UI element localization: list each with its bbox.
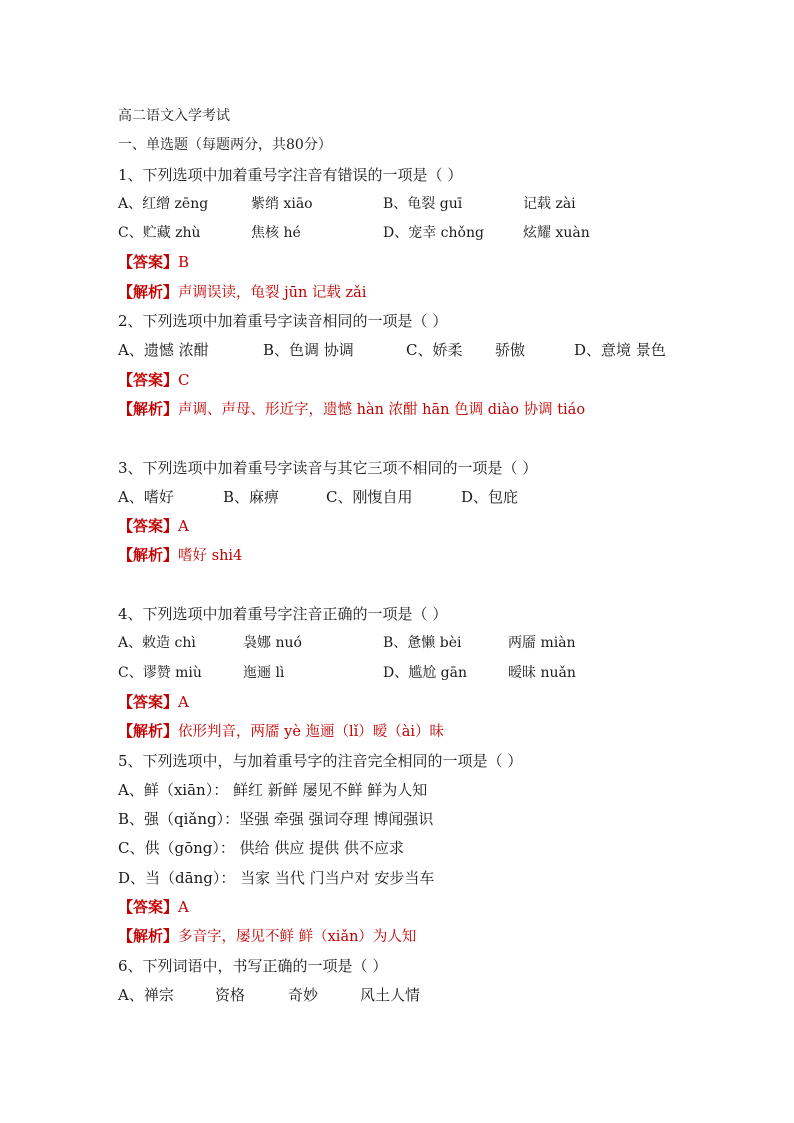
spacer	[118, 424, 718, 453]
option-a4: 风土人情	[360, 985, 421, 1004]
question-5-analysis	[118, 922, 718, 951]
question-5-stem: 5、下列选项中，与加着重号字的注音完全相同的一项是（ ）	[118, 751, 523, 770]
option-a1: A、敕造 chì	[118, 635, 196, 652]
option-a1: A、红缯 zēng	[118, 195, 209, 212]
option-a: A、嗜好	[118, 487, 174, 506]
option-c: C、刚愎自用	[326, 487, 413, 506]
question-2-analysis	[118, 395, 718, 424]
section-heading: 一、单选题（每题两分，共80分）	[118, 137, 332, 154]
option-d2: 炫耀 xuàn	[523, 225, 590, 242]
answer-tag: 【答案】	[118, 370, 179, 389]
question-4-options-row2	[118, 659, 718, 688]
question-1-options-row2	[118, 219, 718, 248]
option-a1: A、禅宗	[118, 985, 174, 1004]
question-3-answer	[118, 512, 718, 541]
answer-tag: 【答案】	[118, 898, 179, 917]
question-1-stem: 1、下列选项中加着重号字注音有错误的一项是（ ）	[118, 165, 463, 184]
question-4-answer	[118, 688, 718, 717]
option-b2: 记载 zài	[523, 195, 576, 212]
question-6-options	[118, 981, 718, 1010]
analysis-text: 嗜好 shi4	[178, 548, 243, 565]
analysis-tag: 【解析】	[118, 546, 179, 565]
answer-tag: 【答案】	[118, 692, 179, 711]
option-a: A、遗憾 浓酣	[118, 341, 209, 360]
question-2-stem: 2、下列选项中加着重号字读音相同的一项是（ ）	[118, 312, 448, 331]
analysis-tag: 【解析】	[118, 282, 179, 301]
option-d2: 暧昧 nuǎn	[508, 664, 576, 681]
question-4-analysis	[118, 717, 718, 746]
spacer	[118, 571, 718, 600]
option-c-extra: 骄傲	[495, 341, 526, 360]
option-c2: 迤逦 lì	[243, 664, 285, 681]
option-c1: C、谬赞 miù	[118, 664, 202, 681]
question-5-option-a: A、鲜（xiān）： 鲜红 新鲜 屡见不鲜 鲜为人知	[118, 780, 428, 799]
question-1-answer	[118, 248, 718, 277]
question-5-option-c: C、供（gōng）： 供给 供应 提供 供不应求	[118, 839, 404, 858]
question-1-analysis	[118, 278, 718, 307]
option-a2: 紫绡 xiāo	[251, 195, 313, 212]
analysis-tag: 【解析】	[118, 399, 179, 418]
option-d1: D、宠幸 chǒng	[383, 225, 484, 242]
analysis-text: 声调、声母、形近字，遗憾 hàn 浓酣 hān 色调 diào 协调 tiáo	[178, 401, 586, 418]
option-b1: B、龟裂 guī	[383, 195, 463, 212]
option-a3: 奇妙	[288, 985, 319, 1004]
answer-tag: 【答案】	[118, 517, 179, 536]
answer-value: B	[178, 253, 190, 272]
answer-value: A	[178, 517, 189, 536]
doc-title: 高二语文入学考试	[118, 108, 230, 124]
option-b: B、麻痹	[223, 487, 280, 506]
exam-document	[118, 102, 718, 1010]
answer-value: C	[178, 370, 190, 389]
option-b: B、色调 协调	[263, 341, 354, 360]
question-1-options-row1	[118, 190, 718, 219]
question-6-stem: 6、下列词语中，书写正确的一项是（ ）	[118, 956, 388, 975]
question-3-options	[118, 483, 718, 512]
analysis-tag: 【解析】	[118, 927, 179, 946]
answer-value: A	[178, 898, 189, 917]
analysis-tag: 【解析】	[118, 722, 179, 741]
option-a2: 袅娜 nuó	[243, 635, 302, 652]
question-4-options-row1	[118, 629, 718, 658]
option-c2: 焦核 hé	[251, 225, 301, 242]
analysis-text: 多音字，屡见不鲜 鲜（xiǎn）为人知	[178, 929, 417, 946]
question-2-options	[118, 336, 718, 365]
option-d1: D、尴尬 gān	[383, 664, 467, 681]
question-3-stem: 3、下列选项中加着重号字读音与其它三项不相同的一项是（ ）	[118, 458, 538, 477]
option-d: D、包庇	[461, 487, 519, 506]
option-a2: 资格	[215, 985, 246, 1004]
question-5-option-b: B、强（qiǎng）：坚强 牵强 强词夺理 博闻强识	[118, 810, 434, 829]
option-b2: 两靥 miàn	[508, 635, 576, 652]
question-3-analysis	[118, 541, 718, 570]
question-2-answer	[118, 366, 718, 395]
question-5-option-d: D、当（dāng）： 当家 当代 门当户对 安步当车	[118, 868, 435, 887]
question-5-answer	[118, 893, 718, 922]
answer-tag: 【答案】	[118, 253, 179, 272]
answer-value: A	[178, 692, 189, 711]
analysis-text: 声调误读，龟裂 jūn 记载 zǎi	[178, 284, 367, 301]
option-d: D、意境 景色	[574, 341, 666, 360]
question-4-stem: 4、下列选项中加着重号字注音正确的一项是（ ）	[118, 605, 448, 624]
option-c1: C、贮藏 zhù	[118, 225, 201, 242]
option-b1: B、惫懒 bèi	[383, 635, 462, 652]
option-c: C、娇柔	[406, 341, 463, 360]
analysis-text: 依形判音，两靥 yè 迤逦（lǐ）暧（ài）昧	[178, 724, 445, 741]
